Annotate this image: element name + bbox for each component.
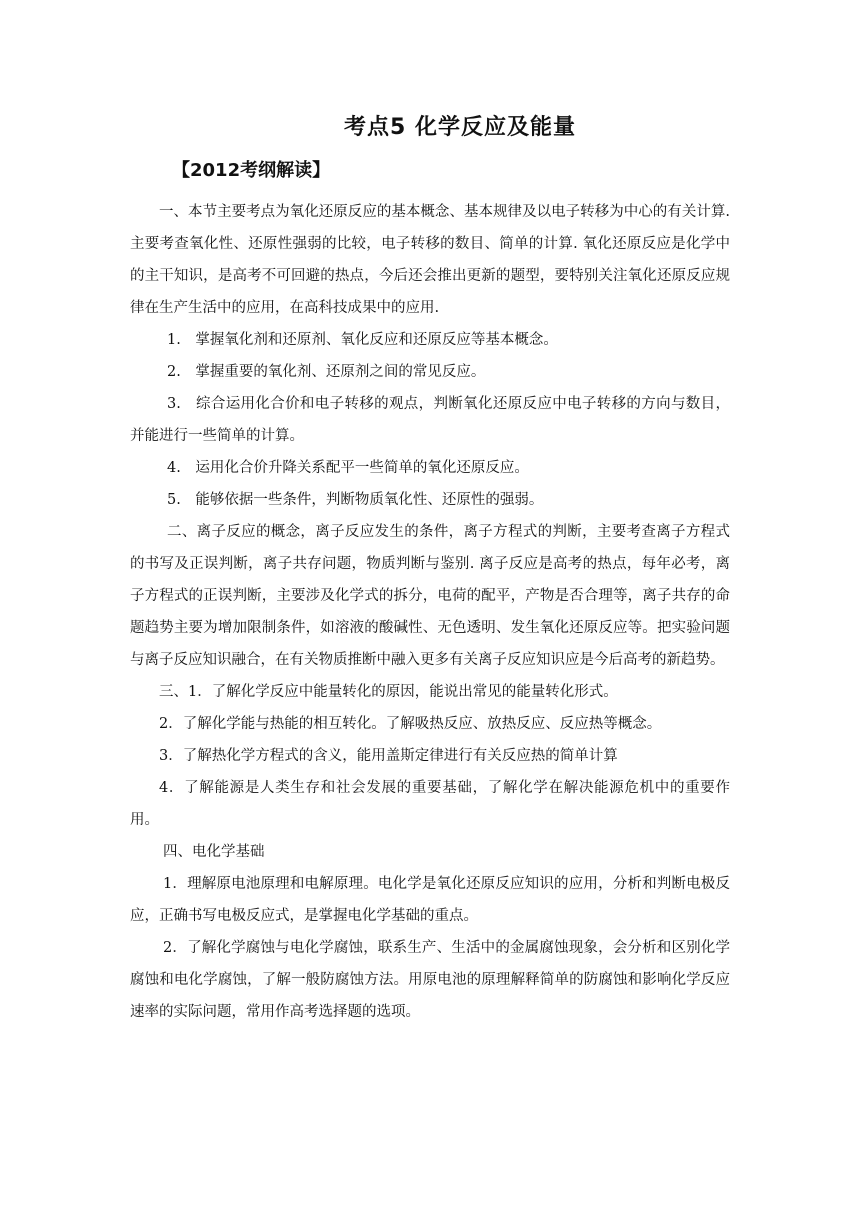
page-title: 考点5 化学反应及能量 xyxy=(344,115,576,140)
paragraph-4-2: 2．了解化学腐蚀与电化学腐蚀，联系生产、生活中的金属腐蚀现象，会分析和区别化学腐蚀和电化学腐蚀，了解一般防腐蚀方法。用原电池的原理解释简单的防腐蚀和影响化学反应速率的实际问题，常用作高考选择题的选项。 xyxy=(130,940,730,1020)
paragraph-2: 二、离子反应的概念，离子反应发生的条件，离子方程式的判断，主要考查离子方程式的书写及正误判断，离子共存问题，物质判断与鉴别. 离子反应是高考的热点，每年必考，离子方程式的正误判断，主要涉及化学式的拆分，电荷的配平，产物是否合理等，离子共存的命题趋势主要为增加限制条件，如溶液的酸碱性、无色透明、发生氧化还原反应等。把实验问题与离子反应知识融合，在有关物质推断中融入更多有关离子反应知识应是今后高考的新趋势。 xyxy=(130,524,730,668)
paragraph-1-2: 2. 掌握重要的氧化剂、还原剂之间的常见反应。 xyxy=(167,364,486,380)
paragraph-1-3: 3. 综合运用化合价和电子转移的观点，判断氧化还原反应中电子转移的方向与数目，并能进行一些简单的计算。 xyxy=(130,396,730,444)
paragraph-4-heading: 四、电化学基础 xyxy=(163,844,265,860)
paragraph-4-1: 1．理解原电池原理和电解原理。电化学是氧化还原反应知识的应用，分析和判断电极反应，正确书写电极反应式，是掌握电化学基础的重点。 xyxy=(130,876,730,924)
paragraph-3-3: 3．了解热化学方程式的含义，能用盖斯定律进行有关反应热的简单计算 xyxy=(159,748,618,764)
paragraph-3-1: 三、1．了解化学反应中能量转化的原因，能说出常见的能量转化形式。 xyxy=(159,684,618,700)
paragraph-1-5: 5. 能够依据一些条件，判断物质氧化性、还原性的强弱。 xyxy=(167,492,544,508)
section-heading: 【2012考纲解读】 xyxy=(172,160,331,181)
document-body xyxy=(130,196,730,1028)
paragraph-1: 一、本节主要考点为氧化还原反应的基本概念、基本规律及以电子转移为中心的有关计算. 主要考查氧化性、还原性强弱的比较，电子转移的数目、简单的计算. 氧化还原反应是化学中的主干知识，是高考不可回避的热点，今后还会推出更新的题型，要特别关注氧化还原反应规律在生产生活中的应用，在高科技成果中的应用. xyxy=(130,204,730,316)
paragraph-1-4: 4. 运用化合价升降关系配平一些简单的氧化还原反应。 xyxy=(167,460,529,476)
paragraph-1-1: 1. 掌握氧化剂和还原剂、氧化反应和还原反应等基本概念。 xyxy=(167,332,558,348)
paragraph-3-4: 4．了解能源是人类生存和社会发展的重要基础，了解化学在解决能源危机中的重要作用。 xyxy=(130,780,730,828)
paragraph-3-2: 2．了解化学能与热能的相互转化。了解吸热反应、放热反应、反应热等概念。 xyxy=(159,716,662,732)
